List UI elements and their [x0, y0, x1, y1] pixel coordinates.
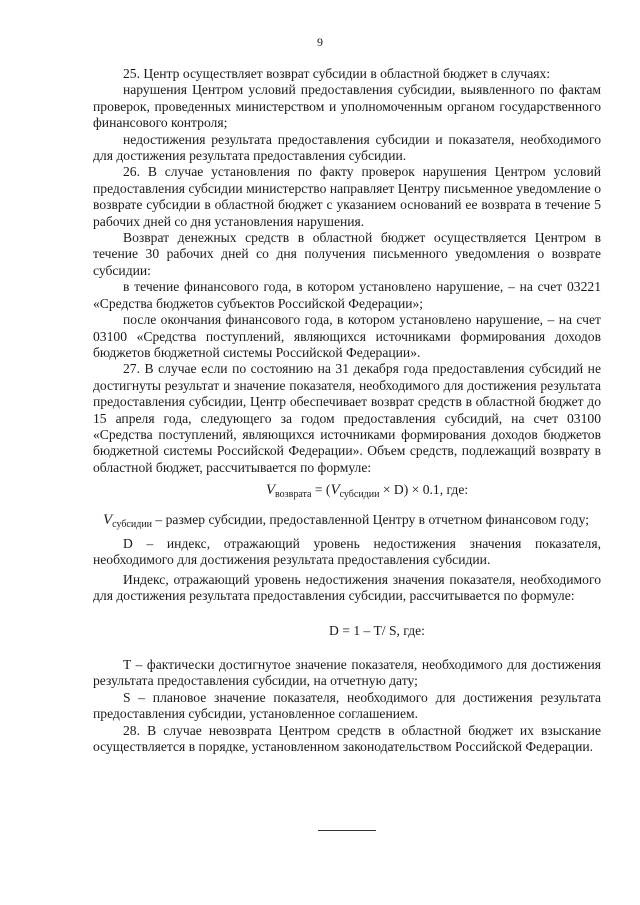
paragraph-26-item-1: в течение финансового года, в котором установлено нарушение, – на счет 03221 «Средства бюджетов субъектов Российской Федерации»; [93, 279, 601, 311]
paragraph-25: 25. Центр осуществляет возврат субсидии в областной бюджет в случаях: [123, 66, 551, 81]
definition-d: D – индекс, отражающий уровень недостижения значения показателя, необходимого для достижения результата предоставления субсидии. [93, 535, 601, 568]
definition-v-subsidy: $V_{субсидии}$ – размер субсидии, предоставленной Центру в отчетном финансовом году; [103, 511, 589, 530]
document-body [93, 66, 601, 755]
paragraph-25-item-1: нарушения Центром условий предоставления субсидии, выявленного по фактам проверок, проведенных министерством и уполномоченным органом государственного финансового контроля; [93, 82, 601, 131]
end-divider [318, 830, 376, 831]
paragraph-26: 26. В случае установления по факту проверок нарушения Центром условий предоставления субсидии министерство направляет Центру письменное уведомление о возврате субсидии в областной бюджет с указанием оснований ее возврата в течение 5 рабочих дней со дня установления нарушения. [93, 164, 601, 229]
paragraph-26-return: Возврат денежных средств в областной бюджет осуществляется Центром в течение 30 рабочих дней со дня получения письменного уведомления о возврате субсидии: [93, 230, 601, 278]
paragraph-27: 27. В случае если по состоянию на 31 декабря года предоставления субсидий не достигнуты результат и значение показателя, необходимого для достижения результата предоставления субсидии, Центр обеспечивает возврат средств в областной бюджет до 15 апреля года, следующего за годом предоставления субсидий, на счет 03100 «Средства поступлений, являющихся источниками формирования доходов бюджетов бюджетной системы Российской Федерации». Объем средств, подлежащий возврату в областной бюджет, рассчитывается по формуле: [93, 361, 601, 475]
paragraph-28: 28. В случае невозврата Центром средств в областной бюджет их взыскание осуществляется в порядке, установленном законодательством Российской Федерации. [93, 722, 601, 755]
paragraph-index-formula-intro: Индекс, отражающий уровень недостижения значения показателя, необходимого для достижения результата предоставления субсидии, рассчитывается по формуле: [93, 571, 601, 604]
definition-s: S – плановое значение показателя, необходимого для достижения результата предоставления субсидии, установленное соглашением. [93, 689, 601, 722]
paragraph-26-item-2: после окончания финансового года, в котором установлено нарушение, – на счет 03100 «Средства поступлений, являющихся источниками формирования доходов бюджетов бюджетной системы Российской Федерации». [93, 312, 601, 360]
formula-return-volume: $V_{возврата} = (V_{субсидии} \times D) \times 0.1$, где: [265, 482, 469, 501]
paragraph-25-item-2: недостижения результата предоставления субсидии и показателя, необходимого для достижения результата предоставления субсидии. [93, 131, 601, 164]
formula-index-d: D = 1 – T/ S, где: [329, 622, 425, 638]
definition-t: T – фактически достигнутое значение показателя, необходимого для достижения результата предоставления субсидии, на отчетную дату; [93, 657, 601, 689]
page-number: 9 [317, 35, 323, 49]
